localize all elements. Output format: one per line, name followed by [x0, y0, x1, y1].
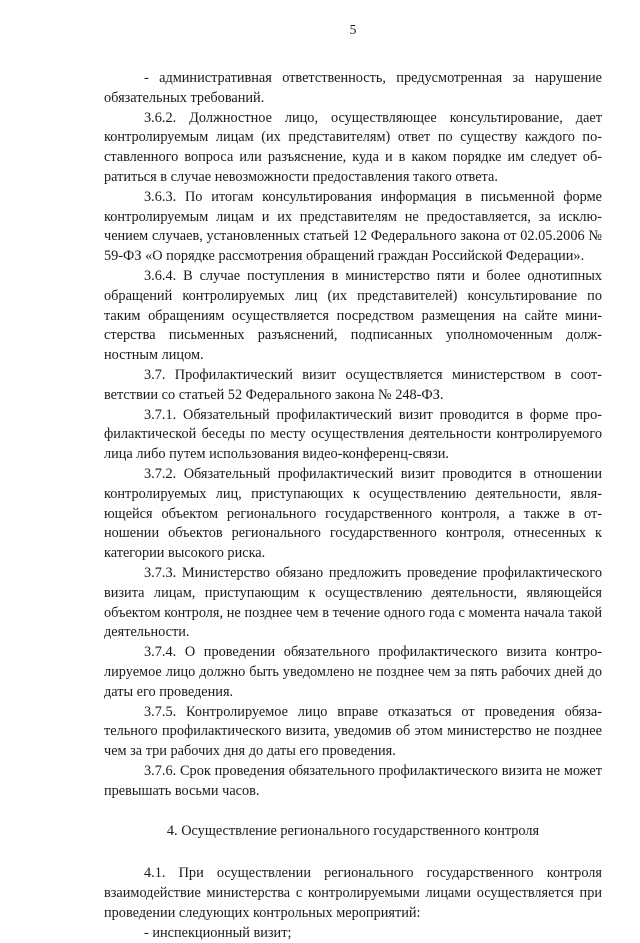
paragraph-3-6-2: 3.6.2. Должностное лицо, осуществляющее консультирование, дает контролируемым лицам (их представителям) ответ по существу каждого поставленного вопроса или разъяснение, куда и в каком порядке им следует обратиться в случае невозможности предоставления такого ответа. [104, 109, 602, 185]
paragraph-3-7-4: 3.7.4. О проведении обязательного профилактического визита контролируемое лицо должно быть уведомлено не позднее чем за пять рабочих дней до даты его проведения. [104, 644, 602, 700]
paragraph-administrative-liability: - административная ответственность, предусмотренная за нарушение обязательных требований. [104, 70, 602, 106]
paragraph-3-7-2: 3.7.2. Обязательный профилактический визит проводится в отношении контролируемых лиц, приступающих к осуществлению деятельности, являющейся объектом регионального государственного контроля, а также в отношении объектов регионального государственного контроля, отнесенных к категории высокого риска. [104, 465, 602, 562]
paragraph-3-7-1: 3.7.1. Обязательный профилактический визит проводится в форме профилактической беседы по месту осуществления деятельности контролируемого лица либо путем использования видео-конференц-связи. [104, 406, 602, 463]
paragraph-4-1: 4.1. При осуществлении регионального государственного контроля взаимодействие министерства с контролируемыми лицами осуществляется при проведении следующих контрольных мероприятий: [104, 865, 602, 921]
paragraph-3-7: 3.7. Профилактический визит осуществляется министерством в соответствии со статьей 52 Федерального закона № 248-ФЗ. [104, 366, 602, 403]
list-item-inspection-visit: - инспекционный визит; [144, 924, 292, 941]
section-heading: 4. Осуществление регионального государственного контроля [166, 823, 540, 840]
paragraph-3-6-4: 3.6.4. В случае поступления в министерство пяти и более однотипных обращений контролируемых лиц (их представителей) консультирование по таким обращениям осуществляется посредством размещения на сайте министерства письменных разъяснений, подписанных уполномоченным должностным лицом. [104, 267, 602, 364]
paragraph-3-7-3: 3.7.3. Министерство обязано предложить проведение профилактического визита лицам, приступающим к осуществлению деятельности, являющейся объектом контроля, не позднее чем в течение одного года с момента начала такой деятельности. [104, 564, 602, 641]
paragraph-3-6-3: 3.6.3. По итогам консультирования информация в письменной форме контролируемым лицам и их представителям не предоставляется, за исключением случаев, установленных статьей 12 Федерального закона от 02.05.2006 № 59-ФЗ «О порядке рассмотрения обращений граждан Российской Федерации». [104, 188, 602, 265]
paragraph-3-7-5: 3.7.5. Контролируемое лицо вправе отказаться от проведения обязательного профилактического визита, уведомив об этом министерство не позднее чем за три рабочих дня до даты его проведения. [104, 703, 602, 760]
paragraph-3-7-6: 3.7.6. Срок проведения обязательного профилактического визита не может превышать восьми часов. [104, 762, 602, 799]
page-number: 5 [349, 22, 357, 37]
